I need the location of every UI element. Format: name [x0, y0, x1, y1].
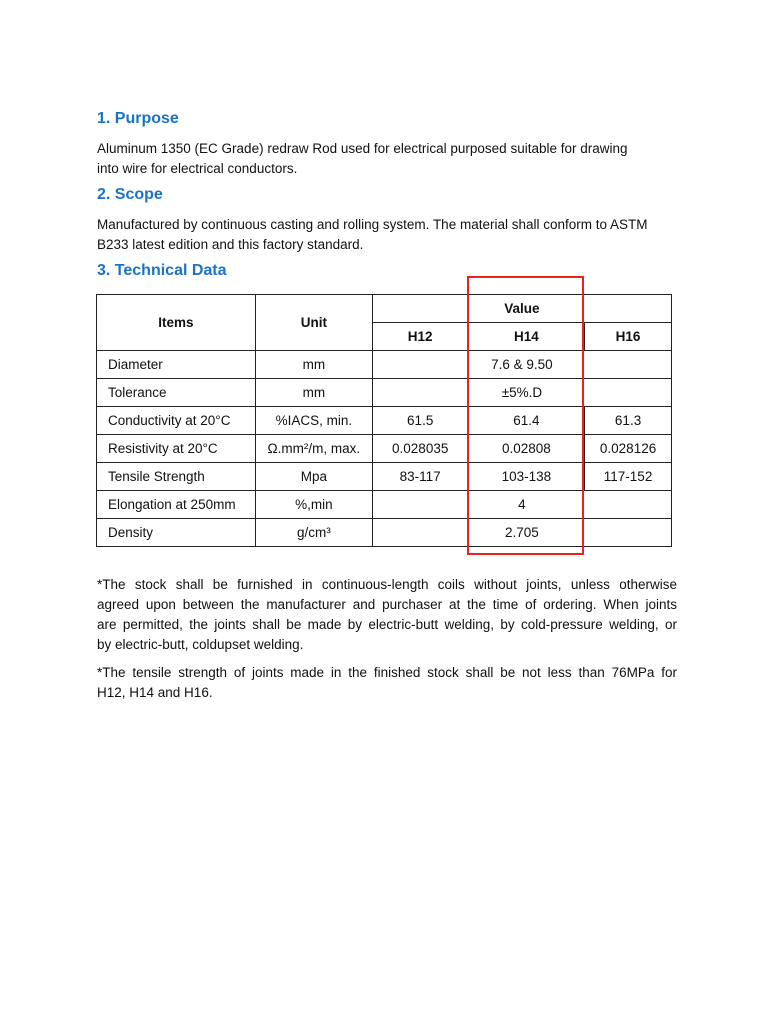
tensile-note	[97, 663, 677, 703]
row-value-h16: 61.3	[585, 407, 672, 435]
row-value-h14: 0.02808	[468, 435, 585, 463]
row-unit: Ω.mm²/m, max.	[255, 435, 372, 463]
tensile-note-line-1: *The tensile strength of joints made in the finished stock shall be not less than 76MPa for	[97, 665, 677, 680]
table-row	[97, 491, 672, 519]
row-item: Conductivity at 20°C	[97, 407, 256, 435]
header-h12: H12	[372, 323, 468, 351]
scope-line-2: B233 latest edition and this factory standard.	[97, 237, 364, 252]
row-value-h14: 61.4	[468, 407, 585, 435]
table-row	[97, 379, 672, 407]
purpose-text	[97, 139, 677, 179]
row-value-h12: 0.028035	[372, 435, 468, 463]
row-item: Density	[97, 519, 256, 547]
row-unit: %IACS, min.	[255, 407, 372, 435]
table-header-row	[97, 295, 672, 323]
table-row	[97, 463, 672, 491]
row-value-merged: 4	[372, 491, 671, 519]
row-item: Tensile Strength	[97, 463, 256, 491]
technical-data-heading: 3. Technical Data	[97, 262, 227, 279]
joints-note-line-2: agreed upon between the manufacturer and purchaser at the time of ordering. When joints	[97, 597, 677, 612]
purpose-line-2: into wire for electrical conductors.	[97, 161, 298, 176]
joints-note-line-3: are permitted, the joints shall be made by electric-butt welding, by cold-pressure welding, or	[97, 617, 677, 632]
header-unit: Unit	[255, 295, 372, 351]
row-unit: mm	[255, 379, 372, 407]
row-value-h16: 117-152	[585, 463, 672, 491]
table-row	[97, 407, 672, 435]
row-value-merged: 2.705	[372, 519, 671, 547]
row-unit: %,min	[255, 491, 372, 519]
row-unit: mm	[255, 351, 372, 379]
table-row	[97, 435, 672, 463]
row-item: Resistivity at 20°C	[97, 435, 256, 463]
technical-data-table	[96, 294, 672, 547]
header-value: Value	[372, 295, 671, 323]
header-h14: H14	[468, 323, 585, 351]
row-value-h12: 61.5	[372, 407, 468, 435]
row-unit: g/cm³	[255, 519, 372, 547]
joints-note-line-1: *The stock shall be furnished in continuous-length coils without joints, unless otherwise	[97, 577, 677, 592]
scope-line-1: Manufactured by continuous casting and rolling system. The material shall conform to ASTM	[97, 217, 648, 232]
joints-note	[97, 575, 677, 655]
header-items: Items	[97, 295, 256, 351]
purpose-heading: 1. Purpose	[97, 110, 179, 127]
row-value-h16: 0.028126	[585, 435, 672, 463]
scope-heading: 2. Scope	[97, 186, 163, 203]
row-item: Diameter	[97, 351, 256, 379]
row-unit: Mpa	[255, 463, 372, 491]
row-value-merged: 7.6 & 9.50	[372, 351, 671, 379]
row-item: Elongation at 250mm	[97, 491, 256, 519]
row-value-h12: 83-117	[372, 463, 468, 491]
joints-note-line-4: by electric-butt, coldupset welding.	[97, 637, 304, 652]
row-item: Tolerance	[97, 379, 256, 407]
row-value-merged: ±5%.D	[372, 379, 671, 407]
scope-text	[97, 215, 677, 255]
header-h16: H16	[585, 323, 672, 351]
table-row	[97, 519, 672, 547]
purpose-line-1: Aluminum 1350 (EC Grade) redraw Rod used for electrical purposed suitable for drawing	[97, 141, 628, 156]
row-value-h14: 103-138	[468, 463, 585, 491]
tensile-note-line-2: H12, H14 and H16.	[97, 685, 213, 700]
table-row	[97, 351, 672, 379]
